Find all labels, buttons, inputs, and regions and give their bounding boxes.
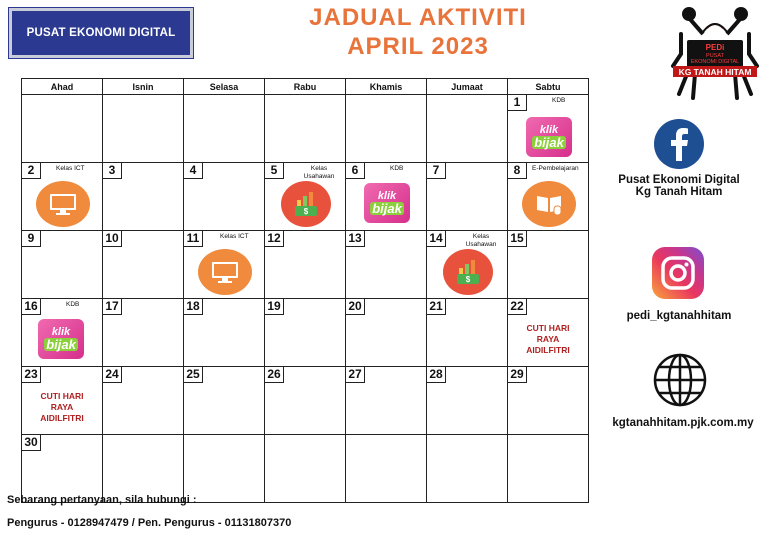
day-cell-10: [103, 231, 184, 299]
day-cell-26: [265, 367, 346, 435]
business-growth-icon: [443, 249, 493, 295]
day-cell-29: [508, 367, 589, 435]
day-cell-19: [265, 299, 346, 367]
event-label-usahawan: Kelas Usahawan: [465, 233, 497, 248]
day-cell-empty: [184, 435, 265, 503]
day-number: 3: [103, 163, 122, 179]
day-cell-21: [427, 299, 508, 367]
day-cell-9: [22, 231, 103, 299]
instagram-icon[interactable]: [652, 247, 704, 299]
holiday-label: CUTI HARI RAYA AIDILFITRI: [526, 323, 570, 355]
facebook-icon[interactable]: [654, 119, 704, 169]
day-number: 25: [184, 367, 203, 383]
day-number: 20: [346, 299, 365, 315]
weekday-monday: Isnin: [103, 79, 184, 95]
day-cell-22: [508, 299, 589, 367]
day-cell-1: [508, 95, 589, 163]
weekday-sunday: Ahad: [22, 79, 103, 95]
pedi-logo: [667, 4, 763, 100]
website-url[interactable]: kgtanahhitam.pjk.com.my: [612, 417, 754, 429]
day-number: 18: [184, 299, 203, 315]
weekday-wednesday: Rabu: [265, 79, 346, 95]
klik-bijak-logo: klik bijak: [526, 117, 572, 157]
day-number: 22: [508, 299, 527, 315]
computer-icon: [36, 181, 90, 227]
calendar-week: [22, 231, 589, 299]
svg-text:KG TANAH HITAM: KG TANAH HITAM: [678, 67, 752, 77]
day-cell-4: [184, 163, 265, 231]
title-line-1: JADUAL AKTIVITI: [309, 4, 527, 31]
day-cell-12: [265, 231, 346, 299]
day-cell-empty: [427, 435, 508, 503]
day-cell-17: [103, 299, 184, 367]
day-cell-empty: [103, 95, 184, 163]
business-growth-icon: [281, 181, 331, 227]
day-cell-empty: [22, 95, 103, 163]
day-number: 21: [427, 299, 446, 315]
day-number: 15: [508, 231, 527, 247]
event-label-ict: Kelas ICT: [220, 233, 249, 240]
day-cell-14: [427, 231, 508, 299]
day-number: 28: [427, 367, 446, 383]
day-number: 8: [508, 163, 527, 179]
day-number: 14: [427, 231, 446, 247]
day-cell-empty: [427, 95, 508, 163]
day-number: 23: [22, 367, 41, 383]
day-number: 19: [265, 299, 284, 315]
globe-icon[interactable]: [652, 352, 708, 408]
contact-prompt: Sebarang pertanyaan, sila hubungi :: [7, 494, 197, 506]
day-number: 7: [427, 163, 446, 179]
day-cell-6: [346, 163, 427, 231]
holiday-label: CUTI HARI RAYA AIDILFITRI: [40, 391, 84, 423]
day-number: 4: [184, 163, 203, 179]
day-cell-2: [22, 163, 103, 231]
day-number: 1: [508, 95, 527, 111]
day-cell-7: [427, 163, 508, 231]
day-number: 24: [103, 367, 122, 383]
calendar-week: [22, 163, 589, 231]
day-cell-8: [508, 163, 589, 231]
event-label-ict: Kelas ICT: [56, 165, 85, 172]
day-number: 29: [508, 367, 527, 383]
computer-icon: [198, 249, 252, 295]
event-label-kdb: KDB: [552, 97, 566, 104]
contact-numbers: Pengurus - 0128947479 / Pen. Pengurus - 01131807370: [7, 517, 292, 529]
day-cell-24: [103, 367, 184, 435]
day-cell-23: [22, 367, 103, 435]
day-number: 6: [346, 163, 365, 179]
day-cell-18: [184, 299, 265, 367]
day-cell-5: [265, 163, 346, 231]
day-cell-empty: [265, 95, 346, 163]
day-number: 11: [184, 231, 203, 247]
facebook-page-label: Pusat Ekonomi Digital Kg Tanah Hitam: [618, 174, 740, 198]
day-cell-25: [184, 367, 265, 435]
day-cell-empty: [346, 435, 427, 503]
day-number: 26: [265, 367, 284, 383]
page-title: [262, 4, 574, 62]
day-number: 12: [265, 231, 284, 247]
day-number: 9: [22, 231, 41, 247]
weekday-saturday: Sabtu: [508, 79, 589, 95]
svg-text:$: $: [303, 207, 309, 216]
day-number: 10: [103, 231, 122, 247]
svg-text:EKONOMI DIGITAL: EKONOMI DIGITAL: [690, 59, 740, 65]
svg-text:PUSAT: PUSAT: [706, 53, 724, 59]
day-cell-11: [184, 231, 265, 299]
day-number: 27: [346, 367, 365, 383]
day-cell-empty: [103, 435, 184, 503]
title-line-2: APRIL 2023: [347, 32, 489, 60]
weekday-friday: Jumaat: [427, 79, 508, 95]
day-number: 16: [22, 299, 41, 315]
calendar-grid: [21, 78, 589, 503]
calendar-week: [22, 299, 589, 367]
svg-text:$: $: [465, 275, 471, 284]
day-cell-27: [346, 367, 427, 435]
klik-bijak-logo: klik bijak: [364, 183, 410, 223]
day-cell-28: [427, 367, 508, 435]
day-cell-empty: [184, 95, 265, 163]
day-cell-15: [508, 231, 589, 299]
calendar-week: [22, 367, 589, 435]
event-label-epembelajaran: E-Pembelajaran: [532, 165, 579, 172]
day-cell-empty: [265, 435, 346, 503]
calendar-week: [22, 435, 589, 503]
calendar-week: [22, 95, 589, 163]
weekday-tuesday: Selasa: [184, 79, 265, 95]
day-cell-3: [103, 163, 184, 231]
event-label-kdb: KDB: [66, 301, 80, 308]
event-label-usahawan: Kelas Usahawan: [303, 165, 335, 180]
e-learning-icon: [522, 181, 576, 227]
event-label-kdb: KDB: [390, 165, 404, 172]
weekday-header-row: [22, 79, 589, 95]
day-cell-empty: [508, 435, 589, 503]
badge-label: PUSAT EKONOMI DIGITAL: [26, 27, 176, 39]
day-cell-30: [22, 435, 103, 503]
instagram-handle: pedi_kgtanahhitam: [626, 310, 732, 322]
day-cell-16: [22, 299, 103, 367]
klik-bijak-logo: klik bijak: [38, 319, 84, 359]
day-number: 30: [22, 435, 41, 451]
svg-text:PEDi: PEDi: [705, 43, 725, 52]
day-number: 2: [22, 163, 41, 179]
day-number: 17: [103, 299, 122, 315]
pusat-ekonomi-digital-badge: [9, 8, 193, 58]
day-cell-13: [346, 231, 427, 299]
weekday-thursday: Khamis: [346, 79, 427, 95]
day-number: 13: [346, 231, 365, 247]
day-cell-20: [346, 299, 427, 367]
day-cell-empty: [346, 95, 427, 163]
day-number: 5: [265, 163, 284, 179]
